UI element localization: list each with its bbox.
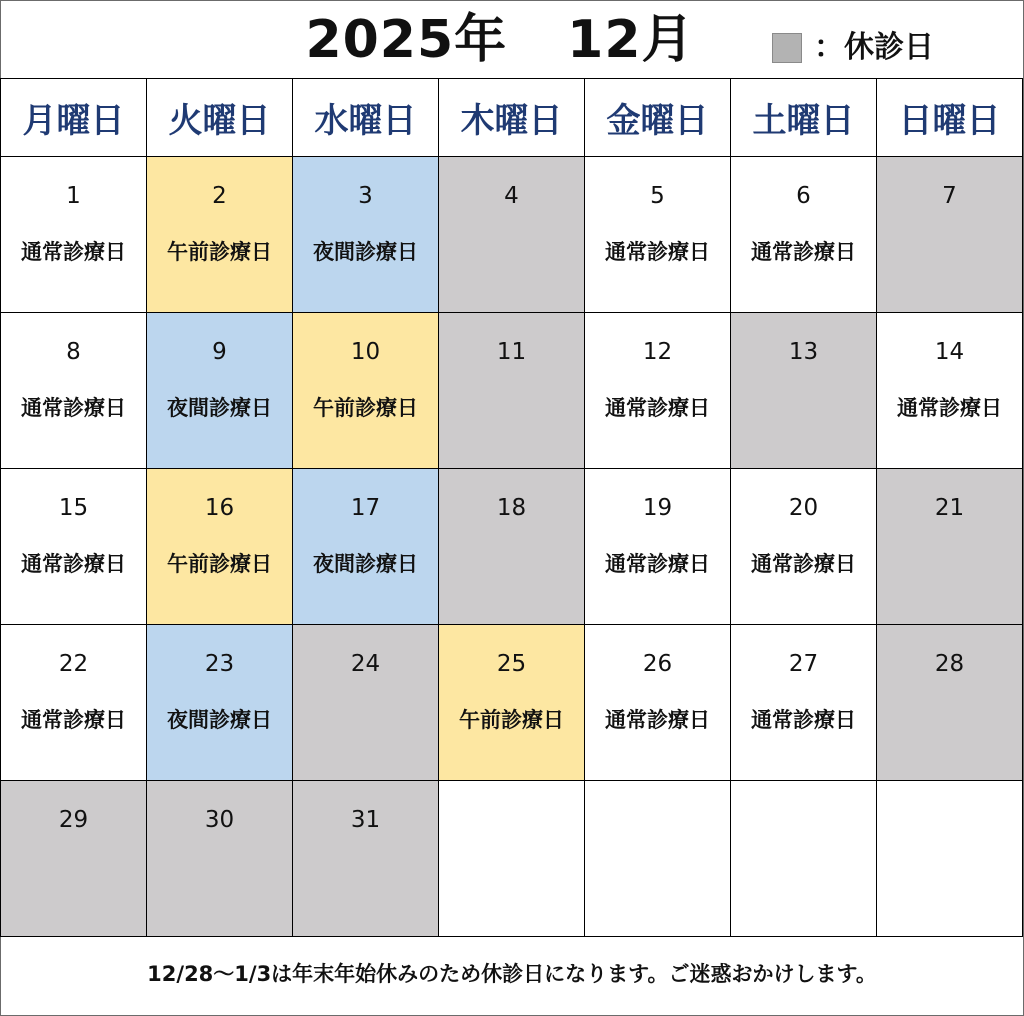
calendar-header [0,0,1024,78]
day-status: 通常診療日 [897,396,1002,420]
calendar-day-cell [731,313,877,469]
day-status: 通常診療日 [751,240,856,264]
day-number: 2 [212,183,227,209]
calendar-day-cell [585,625,731,781]
calendar-day-cell [585,313,731,469]
calendar-week-row [1,625,1023,781]
day-number: 7 [942,183,957,209]
weekday-header: 火曜日 [147,79,293,157]
day-number: 28 [934,651,965,677]
legend [772,30,934,66]
weekday-header: 土曜日 [731,79,877,157]
calendar-day-cell [1,625,147,781]
calendar-day-cell [439,157,585,313]
calendar-week-row [1,313,1023,469]
weekday-header-row [1,79,1023,157]
day-status: 夜間診療日 [167,396,272,420]
day-status: 午前診療日 [167,240,272,264]
day-number: 17 [350,495,381,521]
day-number: 21 [934,495,965,521]
legend-label: ：休診日 [814,30,934,65]
calendar-day-cell [293,625,439,781]
title-year: 2025年 [305,10,508,70]
day-number: 15 [58,495,89,521]
day-number: 8 [66,339,81,365]
calendar-day-cell [293,781,439,937]
day-number: 1 [66,183,81,209]
day-number: 5 [650,183,665,209]
day-status: 通常診療日 [21,240,126,264]
calendar-day-cell [877,625,1023,781]
day-status: 夜間診療日 [313,240,418,264]
title-month: 12月 [567,10,695,70]
calendar-day-cell [439,625,585,781]
day-number: 19 [642,495,673,521]
day-status: 午前診療日 [167,552,272,576]
calendar-day-cell [1,313,147,469]
calendar-day-cell [293,313,439,469]
day-status: 夜間診療日 [313,552,418,576]
calendar-day-cell [877,313,1023,469]
weekday-header: 日曜日 [877,79,1023,157]
day-status: 通常診療日 [21,552,126,576]
day-status: 通常診療日 [605,708,710,732]
day-number: 13 [788,339,819,365]
calendar-week-row [1,781,1023,937]
day-number: 26 [642,651,673,677]
calendar-day-cell [147,157,293,313]
day-status: 通常診療日 [605,396,710,420]
day-status: 夜間診療日 [167,708,272,732]
weekday-header: 木曜日 [439,79,585,157]
calendar-day-cell [147,313,293,469]
calendar-day-cell [147,625,293,781]
calendar-day-cell [147,469,293,625]
day-status: 通常診療日 [605,552,710,576]
day-status: 午前診療日 [459,708,564,732]
weekday-header: 月曜日 [1,79,147,157]
day-status: 午前診療日 [313,396,418,420]
day-number: 9 [212,339,227,365]
calendar-day-cell [585,781,731,937]
calendar-day-cell [585,157,731,313]
calendar-day-cell [439,313,585,469]
calendar-day-cell [731,625,877,781]
legend-closed-swatch [772,33,802,63]
day-number: 4 [504,183,519,209]
calendar-day-cell [147,781,293,937]
calendar-day-cell [439,469,585,625]
calendar-week-row [1,157,1023,313]
calendar-day-cell [1,469,147,625]
day-number: 12 [642,339,673,365]
calendar-day-cell [293,157,439,313]
day-number: 23 [204,651,235,677]
calendar-day-cell [877,469,1023,625]
calendar-day-cell [731,157,877,313]
calendar-day-cell [1,157,147,313]
calendar-grid [0,78,1023,937]
day-number: 22 [58,651,89,677]
day-number: 3 [358,183,373,209]
weekday-header: 水曜日 [293,79,439,157]
day-number: 18 [496,495,527,521]
day-number: 14 [934,339,965,365]
day-number: 30 [204,807,235,833]
day-number: 25 [496,651,527,677]
day-status: 通常診療日 [21,396,126,420]
day-number: 10 [350,339,381,365]
day-number: 24 [350,651,381,677]
day-status: 通常診療日 [751,552,856,576]
calendar-day-cell [293,469,439,625]
calendar-day-cell [585,469,731,625]
calendar-day-cell [877,157,1023,313]
day-status: 通常診療日 [751,708,856,732]
day-number: 16 [204,495,235,521]
day-number: 31 [350,807,381,833]
weekday-header: 金曜日 [585,79,731,157]
calendar-body [1,157,1023,937]
calendar-day-cell [731,781,877,937]
day-status: 通常診療日 [21,708,126,732]
footer-notice: 12/28～1/3は年末年始休みのため休診日になります。ご迷惑おかけします。 [147,962,877,986]
calendar-day-cell [439,781,585,937]
day-number: 20 [788,495,819,521]
day-number: 6 [796,183,811,209]
day-status: 通常診療日 [605,240,710,264]
calendar-week-row [1,469,1023,625]
calendar-day-cell [1,781,147,937]
day-number: 27 [788,651,819,677]
calendar-day-cell [877,781,1023,937]
day-number: 29 [58,807,89,833]
calendar-day-cell [731,469,877,625]
day-number: 11 [496,339,527,365]
